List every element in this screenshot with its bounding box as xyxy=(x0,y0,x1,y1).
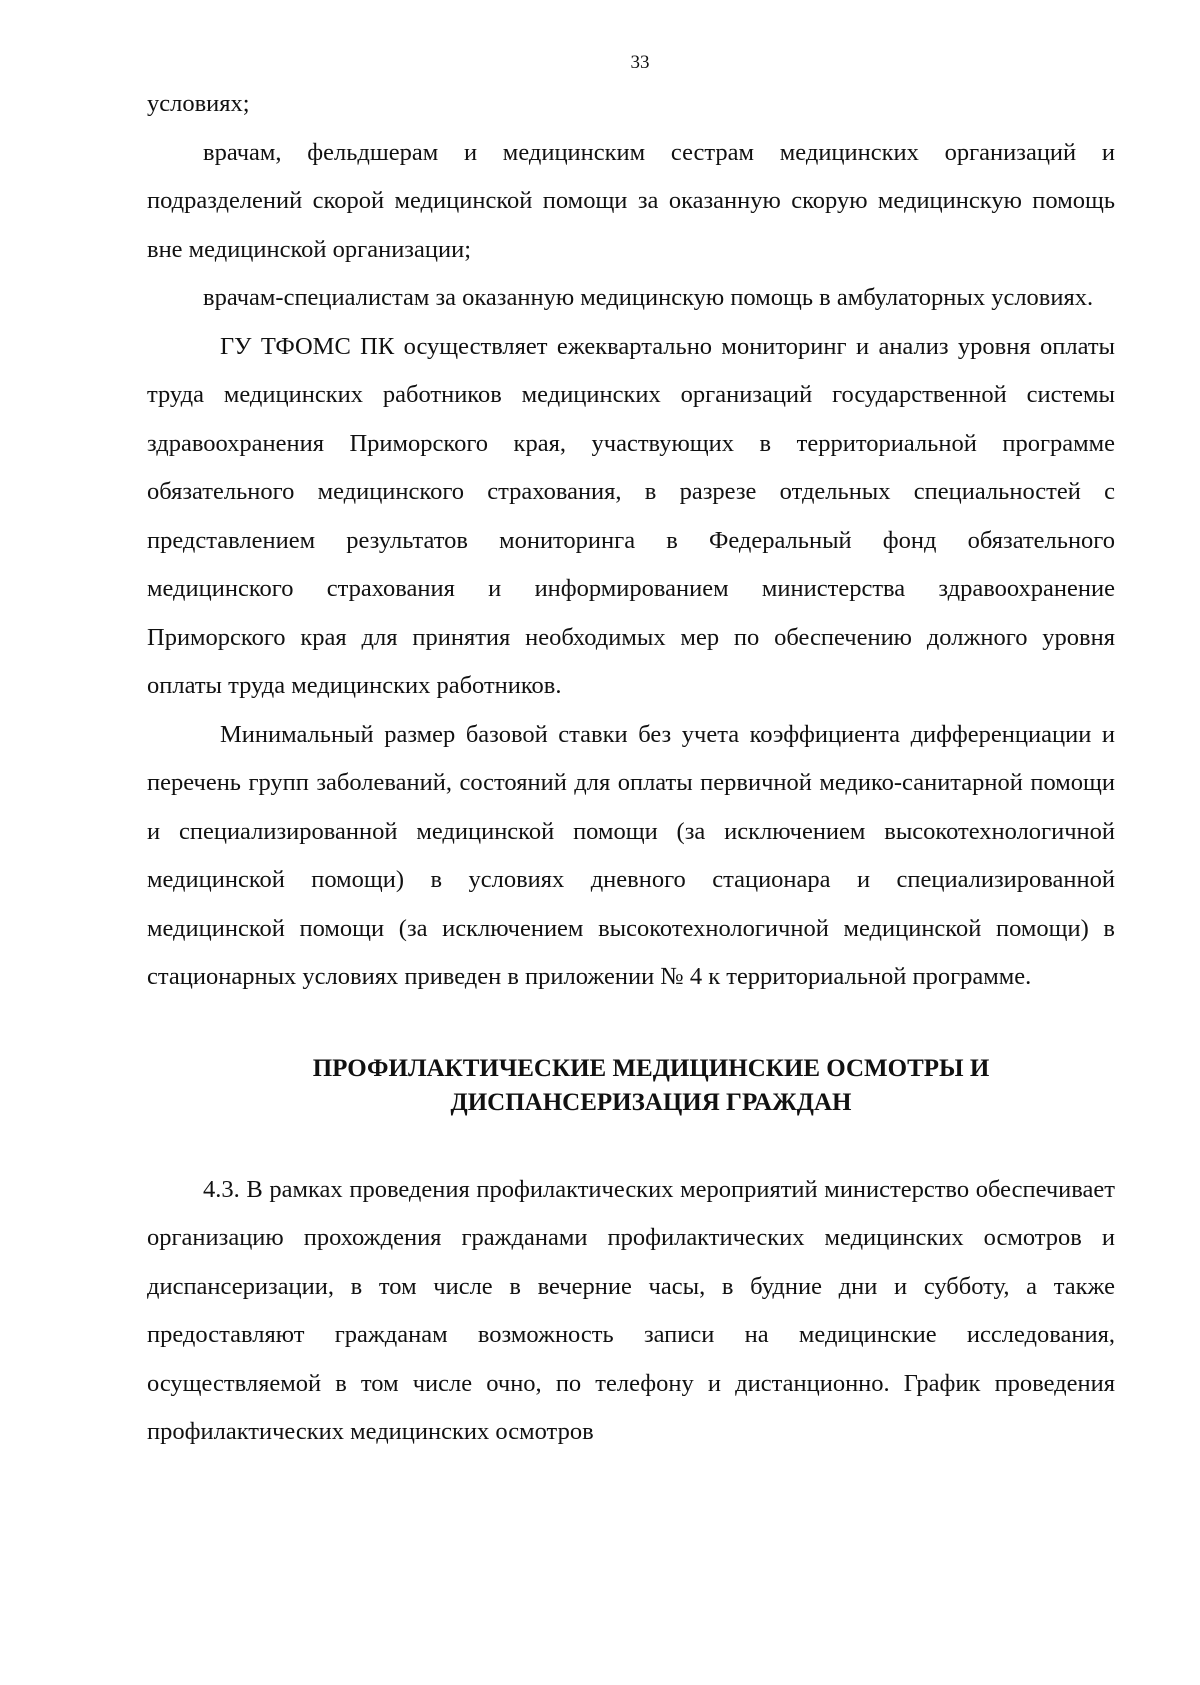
section-heading-line-1: ПРОФИЛАКТИЧЕСКИЕ МЕДИЦИНСКИЕ ОСМОТРЫ И xyxy=(312,1054,990,1082)
paragraph-doctors-feldshers: врачам, фельдшерам и медицинским сестрам медицинских организаций и подразделений скорой медицинской помощи за оказанную скорую медицинскую помощь вне медицинской организации; xyxy=(147,138,1115,263)
section-heading xyxy=(147,1052,1115,1120)
paragraph-continuation: условиях; xyxy=(147,90,250,117)
section-heading-line-2: ДИСПАНСЕРИЗАЦИЯ ГРАЖДАН xyxy=(450,1088,852,1116)
paragraph-tfoms-monitoring: ГУ ТФОМС ПК осуществляет ежеквартально мониторинг и анализ уровня оплаты труда медицинских работников медицинских организаций государственной системы здравоохранения Приморского края, участвующих в территориальной программе обязательного медицинского страхования, в разрезе отдельных специальностей с представлением результатов мониторинга в Федеральный фонд обязательного медицинского страхования и информированием министерства здравоохранение Приморского края для принятия необходимых мер по обеспечению должного уровня оплаты труда медицинских работников. xyxy=(147,332,1115,699)
paragraph-4-3: 4.3. В рамках проведения профилактических мероприятий министерство обеспечивает организацию прохождения гражданами профилактических медицинских осмотров и диспансеризации, в том числе в вечерние часы, в будние дни и субботу, а также предоставляют гражданам возможность записи на медицинские исследования, осуществляемой в том числе очно, по телефону и дистанционно. График проведения профилактических медицинских осмотров xyxy=(147,1175,1115,1445)
paragraph-specialists: врачам-специалистам за оказанную медицинскую помощь в амбулаторных условиях. xyxy=(203,284,1094,311)
page-number: 33 xyxy=(630,52,650,73)
document-body xyxy=(147,80,1115,1457)
paragraph-minimal-rate: Минимальный размер базовой ставки без учета коэффициента дифференциации и перечень групп заболеваний, состояний для оплаты первичной медико-санитарной помощи и специализированной медицинской помощи (за исключением высокотехнологичной медицинской помощи) в условиях дневного стационара и специализированной медицинской помощи (за исключением высокотехнологичной медицинской помощи) в стационарных условиях приведен в приложении № 4 к территориальной программе. xyxy=(147,720,1115,990)
